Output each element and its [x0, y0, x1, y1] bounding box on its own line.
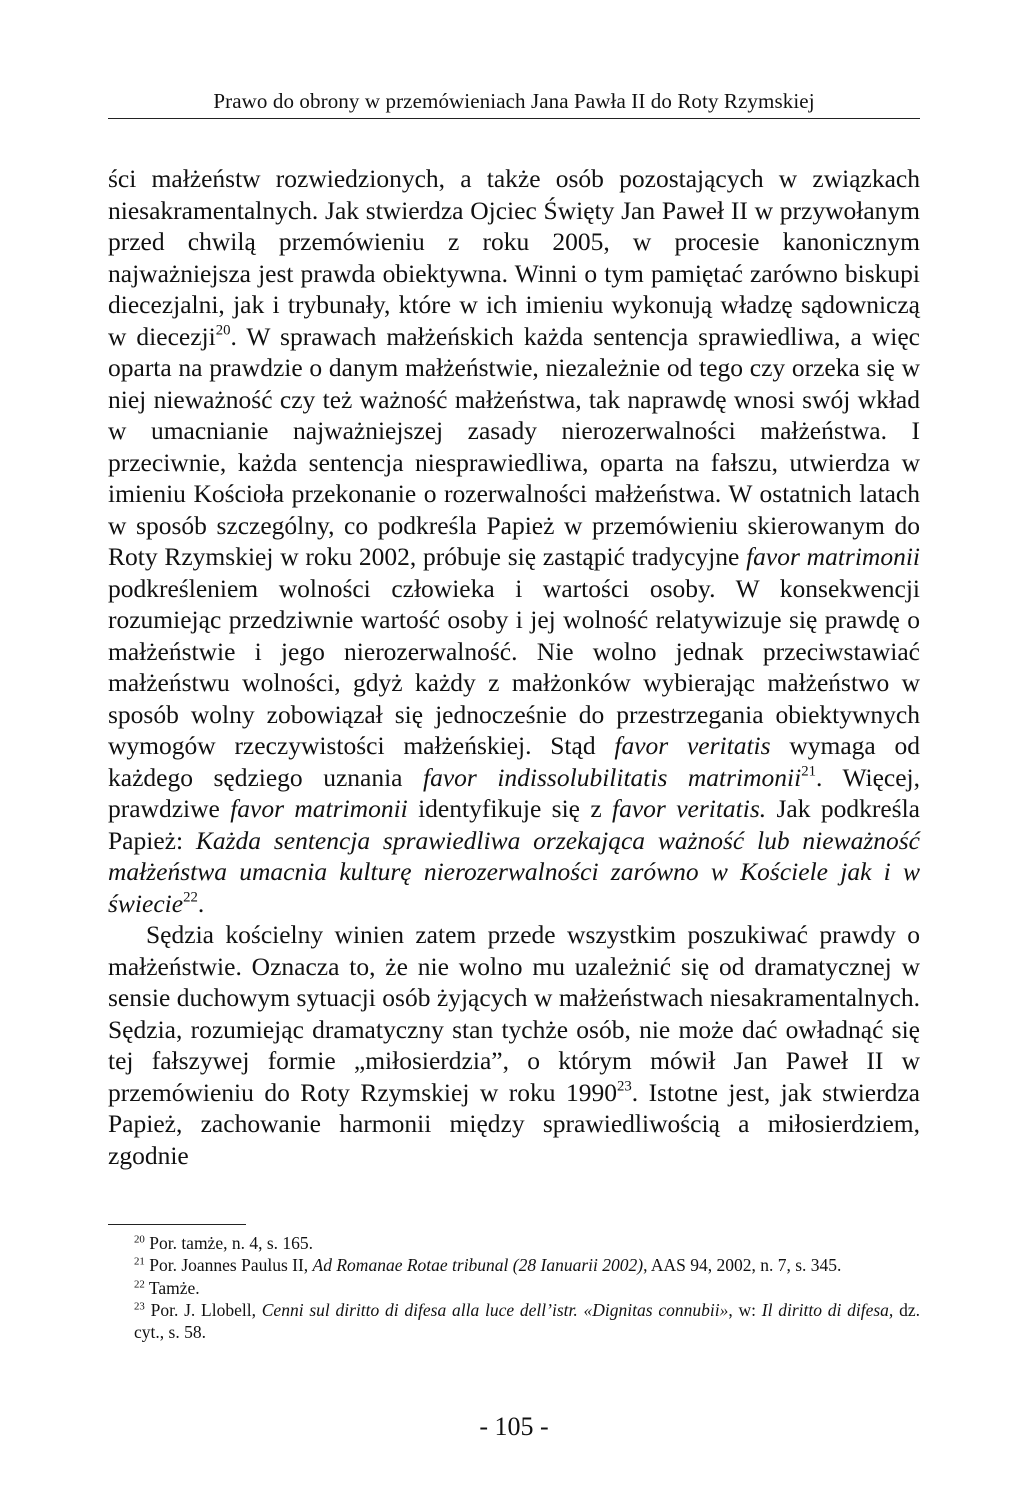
footnote-23: [108, 1299, 920, 1344]
paragraph-2: [108, 919, 920, 1171]
italic-term: favor matrimonii: [230, 794, 408, 823]
footnote-ref-22: 22: [183, 888, 198, 905]
footnote-number: 23: [134, 1300, 145, 1313]
footnote-text: , AAS 94, 2002, n. 7, s. 345.: [643, 1255, 842, 1276]
italic-quote: Każda sentencja sprawiedliwa orzekająca ważność lub nieważność małżeństwa umacnia kulturę nierozerwalności zarówno w Kościele jak i w świecie: [108, 825, 921, 918]
text-run: identyfikuje się z: [407, 794, 613, 823]
footnote-number: 20: [134, 1233, 145, 1246]
italic-term: favor veritatis.: [612, 794, 767, 823]
text-run: .: [197, 888, 205, 918]
italic-term: favor indissolubilitatis matrimonii: [423, 762, 802, 792]
text-run: . W sprawach małżeńskich każda sentencja sprawiedliwa, a więc oparta na prawdzie o danym małżeństwie, niezależnie od tego czy orzeka się w niej nieważność czy też ważność małżeństwa, tak naprawdę wnosi swój wkład w umacnianie najważniejszej zasady nierozerwalności małżeństwa. I przeciwnie, każda sentencja niesprawiedliwa, oparta na fałszu, utwierdza w imieniu Kościoła przekonanie o rozerwalności małżeństwa. W ostatnich latach w sposób szczególny, co podkreśla Papież w przemówieniu skierowanym do Roty Rzymskiej w roku 2002, próbuje się zastąpić tradycyjne: [108, 321, 920, 571]
footnote-text: Tamże.: [144, 1277, 200, 1298]
text-run: wymaga od każdego sędziego uznania: [108, 731, 921, 792]
text-run: Jak podkreśla Papież:: [108, 794, 920, 855]
footnote-ref-21: 21: [801, 762, 817, 779]
footnote-text: , w:: [728, 1299, 762, 1320]
footnote-22: [108, 1277, 920, 1299]
footnote-divider: [108, 1224, 246, 1225]
page-number: - 105 -: [479, 1412, 549, 1441]
header-divider: [108, 118, 920, 119]
paragraph-1: [108, 163, 920, 919]
footnote-ref-23: 23: [616, 1077, 632, 1094]
footnote-title: Ad Romanae Rotae tribunal (28 Ianuarii 2002): [312, 1255, 644, 1276]
main-text: [108, 163, 920, 1171]
footnote-text: dz. cyt., s. 58.: [134, 1299, 920, 1343]
italic-term: favor matrimonii: [746, 542, 920, 571]
footnotes: [108, 1232, 920, 1343]
footnote-text: Por. J. Llobell,: [144, 1299, 262, 1320]
footnote-number: 21: [134, 1255, 145, 1268]
running-header: Prawo do obrony w przemówieniach Jana Pawła II do Roty Rzymskiej: [213, 89, 815, 113]
text-run: . Więcej, prawdziwe: [108, 762, 920, 823]
footnote-title: Il diritto di difesa,: [761, 1299, 894, 1320]
text-run: ści małżeństw rozwiedzionych, a także osób pozostających w związkach niesakramentalnych. Jak stwierdza Ojciec Święty Jan Paweł II w przywołanym przed chwilą przemówieniu z roku 2005, w procesie kanonicznym najważniejsza jest prawda obiektywna. Winni o tym pamiętać zarówno biskupi diecezjalni, jak i trybunały, które w ich imieniu wykonują władzę sądowniczą w diecezji: [108, 164, 920, 351]
footnote-number: 22: [134, 1278, 145, 1291]
text-run: podkreśleniem wolności człowieka i wartości osoby. W konsekwencji rozumiejąc przedziwnie wartość osoby i jej wolność relatywizuje się prawdę o małżeństwie i jego nierozerwalność. Nie wolno jednak przeciwstawiać małżeństwu wolności, gdyż każdy z małżonków wybierając małżeństwo w sposób wolny zobowiązał się jednocześnie do przestrzegania obiektywnych wymogów rzeczywistości małżeńskiej. Stąd: [108, 573, 920, 760]
footnote-20: [108, 1232, 920, 1254]
footnote-title: Cenni sul diritto di difesa alla luce dell’istr. «Dignitas connubii»: [261, 1299, 729, 1320]
footnote-ref-20: 20: [215, 321, 231, 338]
footnote-21: [108, 1254, 920, 1276]
text-run: . Istotne jest, jak stwierdza Papież, zachowanie harmonii między sprawiedliwością a miłosierdziem, zgodnie: [108, 1077, 920, 1170]
text-run: Sędzia kościelny winien zatem przede wszystkim poszukiwać prawdy o małżeństwie. Oznacza to, że nie wolno mu uzależnić się od dramatycznej w sensie duchowym sytuacji osób żyjących w małżeństwach niesakramentalnych. Sędzia, rozumiejąc dramatyczny stan tychże osób, nie może dać owładnąć się tej fałszywej formie „miłosierdzia”, o którym mówił Jan Paweł II w przemówieniu do Roty Rzymskiej w roku 1990: [108, 920, 920, 1107]
footnote-text: Por. Joannes Paulus II,: [144, 1255, 313, 1276]
italic-term: favor veritatis: [614, 731, 771, 760]
footnote-text: Por. tamże, n. 4, s. 165.: [144, 1233, 314, 1253]
